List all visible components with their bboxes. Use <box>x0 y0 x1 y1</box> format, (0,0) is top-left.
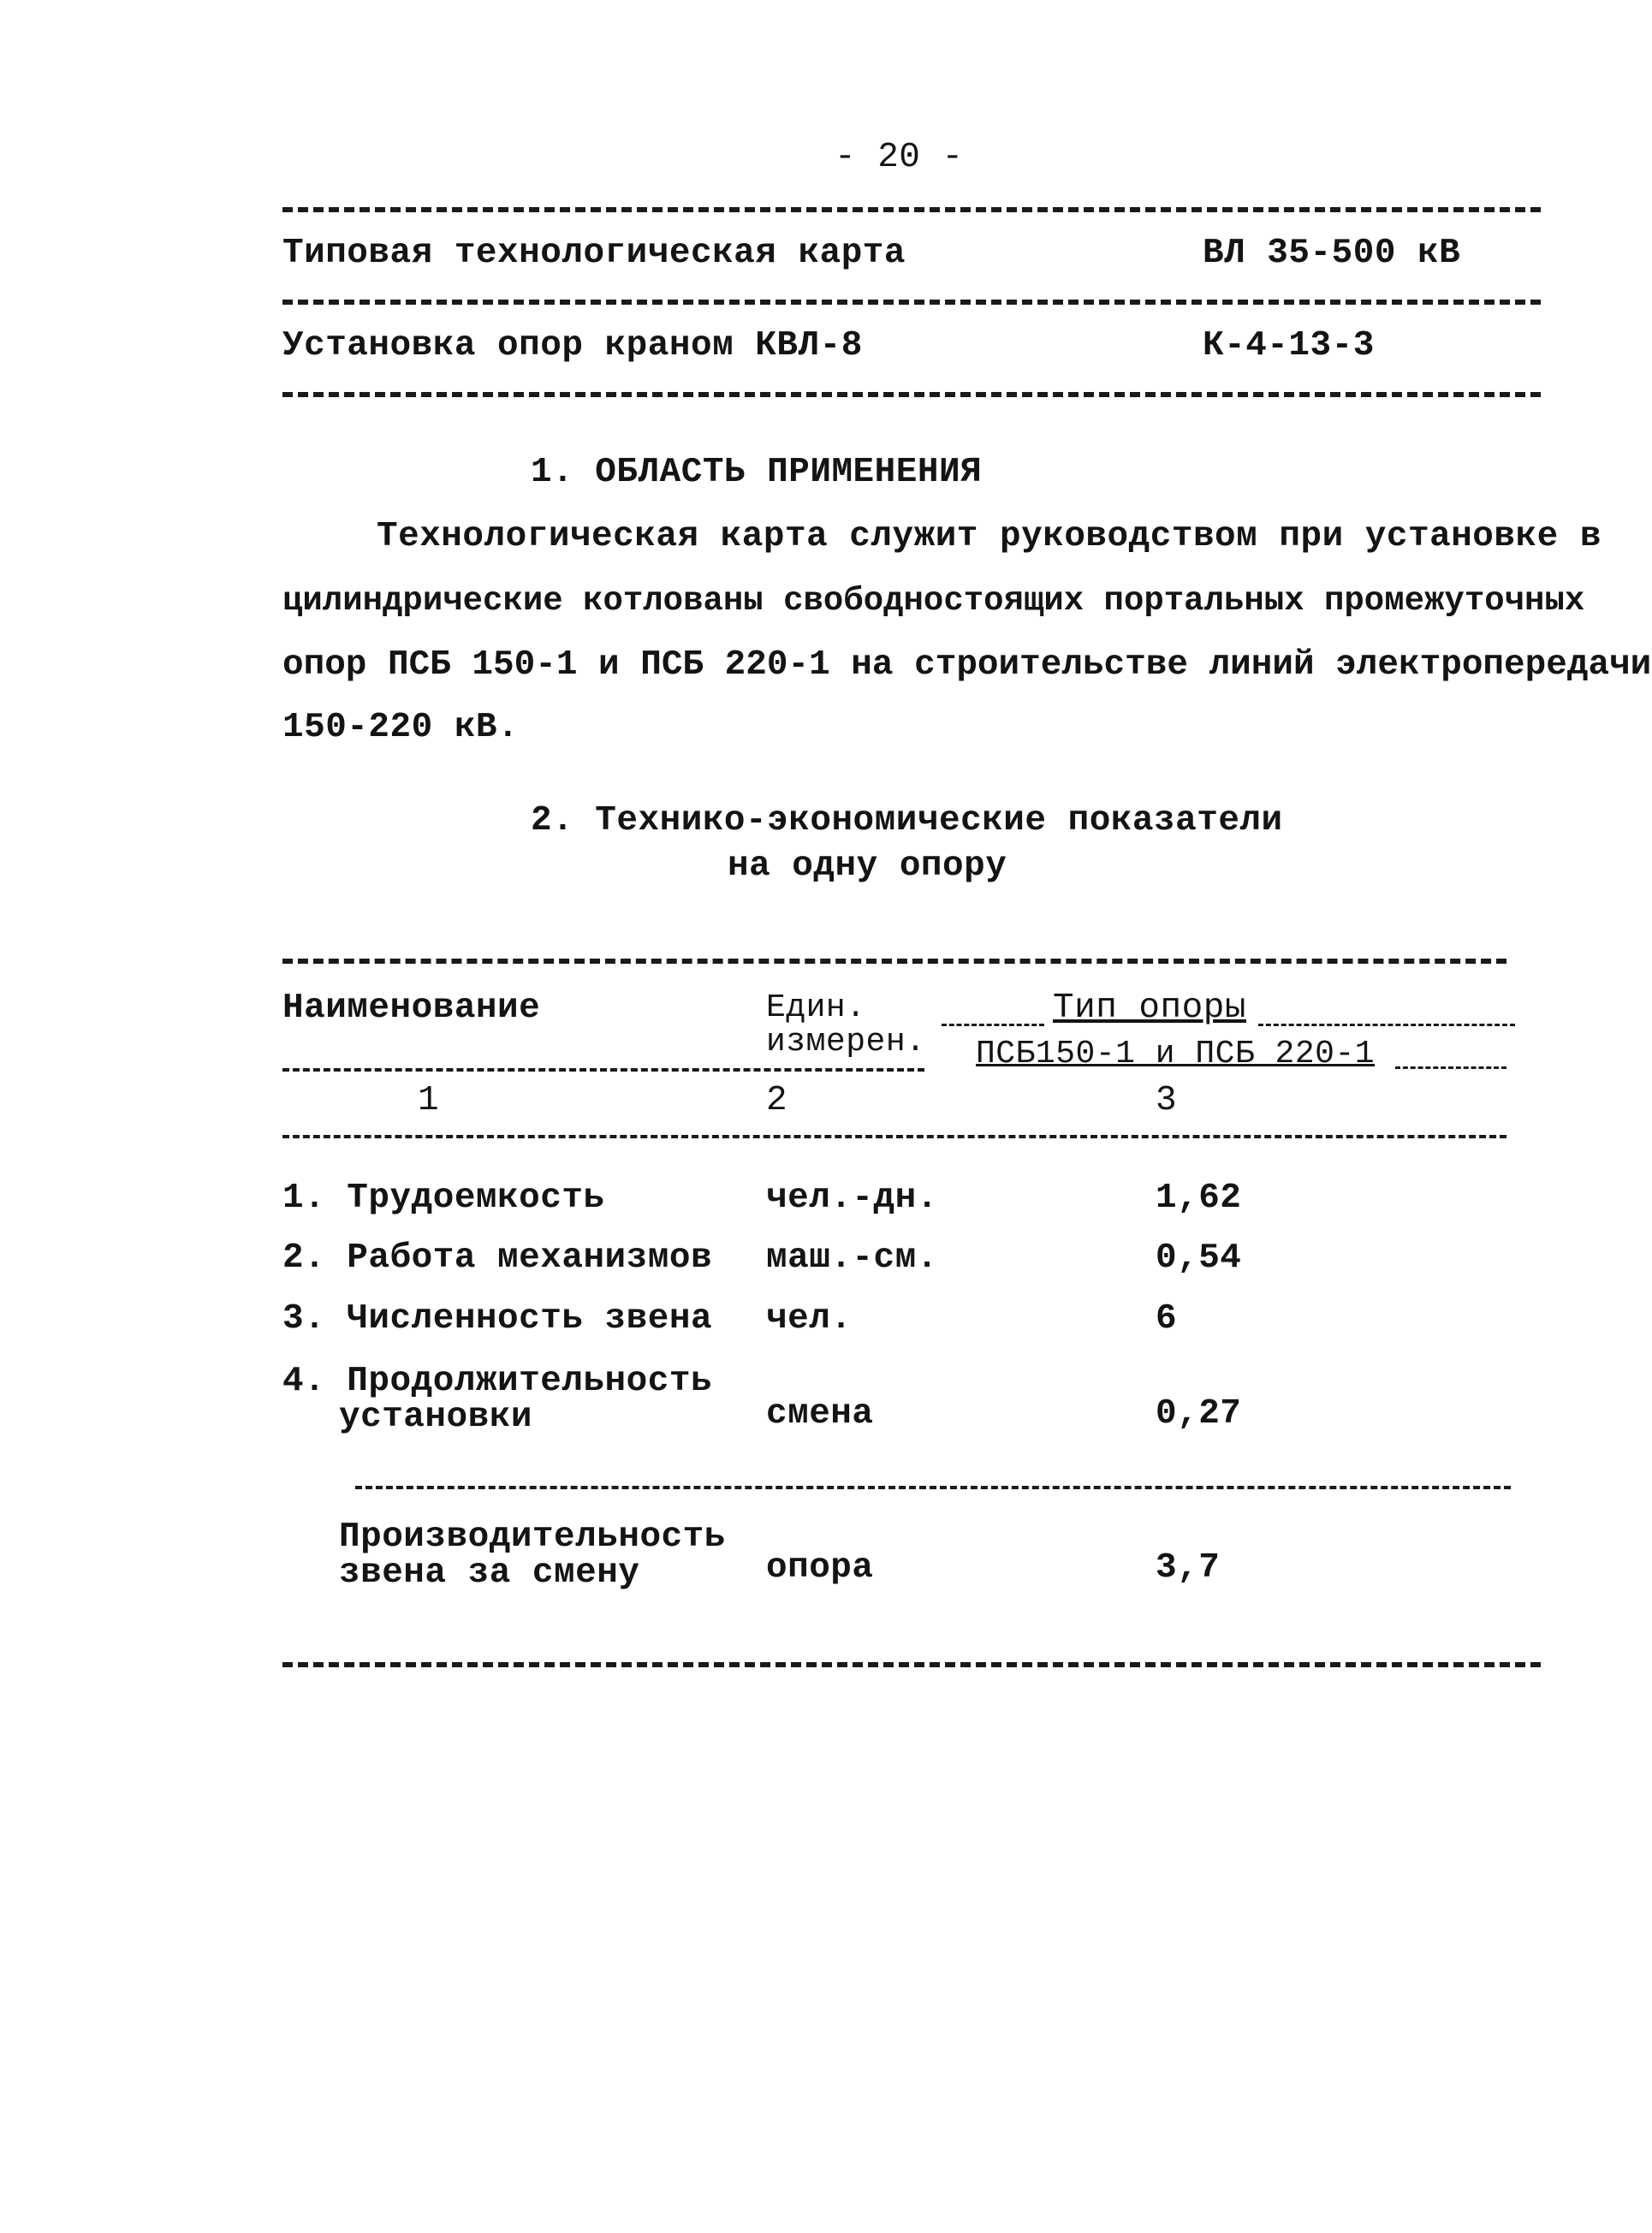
row-unit: чел.-дн. <box>766 1179 938 1218</box>
column-header-unit-line-1: Един. <box>766 989 866 1026</box>
summary-name-continuation: звена за смену <box>339 1553 640 1593</box>
card-number: К-4-13-3 <box>1203 326 1375 365</box>
row-unit: чел. <box>766 1299 853 1339</box>
table-top-rule <box>282 959 1506 964</box>
column-header-name: Наименование <box>282 989 541 1028</box>
column-number-3: 3 <box>1156 1081 1178 1120</box>
section-1-line-4: 150-220 кВ. <box>282 708 520 747</box>
row-name: 4. Продолжительность <box>282 1362 713 1401</box>
summary-rule <box>355 1486 1511 1489</box>
row-name: 3. Численность звена <box>282 1299 713 1339</box>
row-value: 0,27 <box>1156 1394 1242 1434</box>
summary-unit: опора <box>766 1548 874 1588</box>
column-header-type: Тип опоры <box>1053 989 1246 1028</box>
type-subheader-rule-right <box>1395 1066 1506 1069</box>
row-value: 6 <box>1156 1299 1178 1339</box>
column-number-2: 2 <box>766 1081 788 1120</box>
table-bottom-rule <box>282 1662 1541 1667</box>
row-unit: маш.-см. <box>766 1238 938 1278</box>
column-header-unit-line-2: измерен. <box>766 1024 926 1060</box>
type-header-rule-right <box>1258 1024 1515 1026</box>
summary-value: 3,7 <box>1156 1548 1221 1588</box>
column-numbers-rule <box>282 1135 1506 1138</box>
header-bottom-rule <box>282 392 1541 397</box>
type-header-rule-left <box>942 1024 1044 1026</box>
row-value: 0,54 <box>1156 1238 1242 1278</box>
section-1-line-2: цилиндрические котлованы свободностоящих портальных промежуточных <box>282 582 1585 620</box>
section-1-line-3: опор ПСБ 150-1 и ПСБ 220-1 на строительстве линий электропередачи <box>282 645 1652 685</box>
card-subtitle: Установка опор краном КВЛ-8 <box>282 326 863 365</box>
row-name: 1. Трудоемкость <box>282 1179 605 1218</box>
row-name-continuation: установки <box>339 1398 532 1437</box>
row-name: 2. Работа механизмов <box>282 1238 713 1278</box>
row-unit: смена <box>766 1394 874 1434</box>
header-middle-rule <box>282 300 1541 305</box>
page-number: - 20 - <box>835 138 964 177</box>
row-value: 1,62 <box>1156 1179 1242 1218</box>
column-header-type-sub: ПСБ150-1 и ПСБ 220-1 <box>976 1036 1376 1072</box>
voltage-range: ВЛ 35-500 кВ <box>1203 234 1461 273</box>
section-2-heading-line-1: 2. Технико-экономические показатели <box>531 801 1283 840</box>
header-columns-rule <box>282 1068 924 1072</box>
summary-name: Производительность <box>339 1517 726 1557</box>
section-1-heading: 1. ОБЛАСТЬ ПРИМЕНЕНИЯ <box>531 453 983 492</box>
section-2-heading-line-2: на одну опору <box>728 846 1007 886</box>
card-title: Типовая технологическая карта <box>282 234 906 273</box>
section-1-line-1: Технологическая карта служит руководством при установке в <box>377 517 1601 556</box>
header-top-rule <box>282 207 1541 212</box>
column-number-1: 1 <box>418 1081 440 1120</box>
